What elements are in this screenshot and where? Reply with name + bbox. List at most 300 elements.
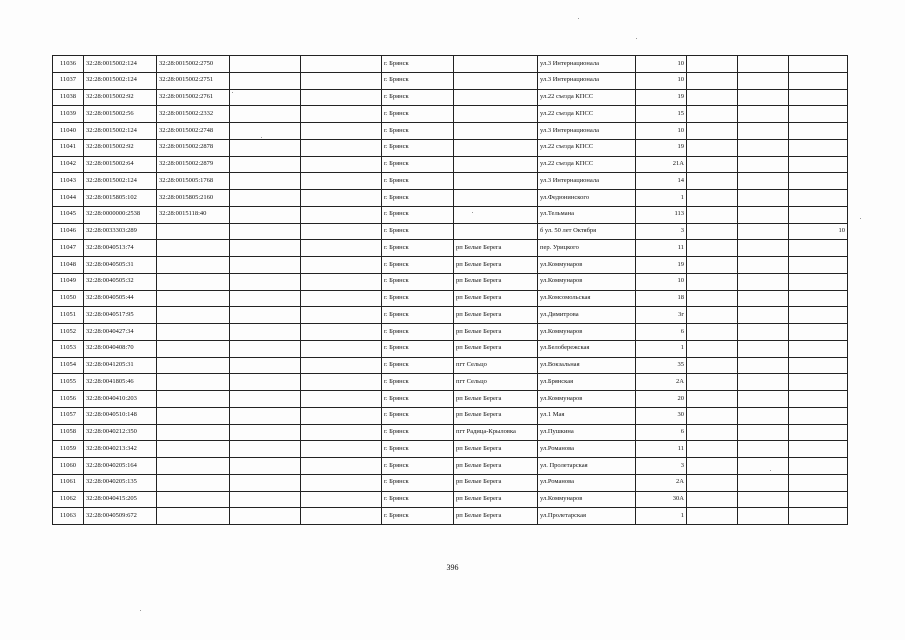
city-cell: г. Брянск xyxy=(382,223,454,240)
empty-cell xyxy=(738,273,789,290)
empty-cell xyxy=(687,441,738,458)
city-cell: г. Брянск xyxy=(382,491,454,508)
cadastral-number-2: 32:28:0015002:2748 xyxy=(157,123,230,140)
settlement-cell: рп Белые Берега xyxy=(454,491,538,508)
house-cell: 1 xyxy=(636,340,687,357)
table-row xyxy=(53,407,848,424)
street-cell: ул.Романова xyxy=(538,474,636,491)
cadastral-number: 32:28:0015002:124 xyxy=(84,56,157,73)
extra-cell xyxy=(789,273,848,290)
table-row xyxy=(53,173,848,190)
cadastral-number-2 xyxy=(157,474,230,491)
empty-cell xyxy=(687,240,738,257)
street-cell: ул.Тельмана xyxy=(538,206,636,223)
empty-cell xyxy=(230,407,301,424)
empty-cell xyxy=(301,324,382,341)
cadastral-number: 32:28:0040513:74 xyxy=(84,240,157,257)
empty-cell xyxy=(687,223,738,240)
city-cell: г. Брянск xyxy=(382,190,454,207)
empty-cell xyxy=(301,123,382,140)
empty-cell xyxy=(230,89,301,106)
empty-cell xyxy=(230,307,301,324)
settlement-cell: рп Белые Берега xyxy=(454,324,538,341)
extra-cell xyxy=(789,206,848,223)
street-cell: ул.3 Интернационала xyxy=(538,56,636,73)
house-cell: 10 xyxy=(636,273,687,290)
settlement-cell: рп Белые Берега xyxy=(454,391,538,408)
city-cell: г. Брянск xyxy=(382,307,454,324)
cadastral-number: 32:28:0015002:92 xyxy=(84,139,157,156)
settlement-cell: рп Белые Берега xyxy=(454,240,538,257)
empty-cell xyxy=(230,190,301,207)
extra-cell xyxy=(789,106,848,123)
settlement-cell xyxy=(454,173,538,190)
cadastral-number: 32:28:0040427:34 xyxy=(84,324,157,341)
house-cell: 3 xyxy=(636,458,687,475)
empty-cell xyxy=(301,508,382,525)
empty-cell xyxy=(687,106,738,123)
street-cell: ул.Белобережская xyxy=(538,340,636,357)
city-cell: г. Брянск xyxy=(382,458,454,475)
table-row xyxy=(53,474,848,491)
row-number: 11061 xyxy=(53,474,84,491)
settlement-cell: рп Белые Берега xyxy=(454,273,538,290)
street-cell: ул.3 Интернационала xyxy=(538,173,636,190)
extra-cell xyxy=(789,290,848,307)
settlement-cell xyxy=(454,156,538,173)
empty-cell xyxy=(687,139,738,156)
empty-cell xyxy=(230,56,301,73)
city-cell: г. Брянск xyxy=(382,357,454,374)
settlement-cell xyxy=(454,139,538,156)
empty-cell xyxy=(687,340,738,357)
empty-cell xyxy=(230,223,301,240)
table-row xyxy=(53,89,848,106)
street-cell: ул.Комсомольская xyxy=(538,290,636,307)
empty-cell xyxy=(301,106,382,123)
city-cell: г. Брянск xyxy=(382,340,454,357)
street-cell: ул.22 съезда КПСС xyxy=(538,106,636,123)
empty-cell xyxy=(301,56,382,73)
empty-cell xyxy=(738,340,789,357)
empty-cell xyxy=(738,474,789,491)
empty-cell xyxy=(738,491,789,508)
empty-cell xyxy=(301,240,382,257)
empty-cell xyxy=(230,139,301,156)
house-cell: 2А xyxy=(636,474,687,491)
empty-cell xyxy=(230,257,301,274)
settlement-cell: пгт Сельцо xyxy=(454,374,538,391)
empty-cell xyxy=(738,240,789,257)
house-cell: 3г xyxy=(636,307,687,324)
table-row xyxy=(53,206,848,223)
empty-cell xyxy=(230,290,301,307)
cadastral-number-2 xyxy=(157,324,230,341)
table-row xyxy=(53,391,848,408)
empty-cell xyxy=(230,374,301,391)
cadastral-number-2 xyxy=(157,491,230,508)
street-cell: ул.3 Интернационала xyxy=(538,72,636,89)
empty-cell xyxy=(738,424,789,441)
cadastral-number: 32:28:0040408:70 xyxy=(84,340,157,357)
row-number: 11058 xyxy=(53,424,84,441)
street-cell: ул.22 съезда КПСС xyxy=(538,156,636,173)
table-row xyxy=(53,508,848,525)
house-cell: 11 xyxy=(636,240,687,257)
empty-cell xyxy=(738,407,789,424)
cadastral-number: 32:28:0040205:164 xyxy=(84,458,157,475)
empty-cell xyxy=(230,106,301,123)
house-cell: 18 xyxy=(636,290,687,307)
cadastral-number-2: 32:28:0015002:2332 xyxy=(157,106,230,123)
settlement-cell: рп Белые Берега xyxy=(454,458,538,475)
cadastral-number-2 xyxy=(157,374,230,391)
empty-cell xyxy=(230,391,301,408)
row-number: 11036 xyxy=(53,56,84,73)
settlement-cell: рп Белые Берега xyxy=(454,307,538,324)
row-number: 11047 xyxy=(53,240,84,257)
table-row xyxy=(53,458,848,475)
empty-cell xyxy=(230,173,301,190)
cadastral-number-2: 32:28:0015005:1768 xyxy=(157,173,230,190)
row-number: 11039 xyxy=(53,106,84,123)
cadastral-number-2 xyxy=(157,508,230,525)
table-row xyxy=(53,190,848,207)
table-row xyxy=(53,257,848,274)
empty-cell xyxy=(230,123,301,140)
empty-cell xyxy=(687,357,738,374)
empty-cell xyxy=(301,441,382,458)
row-number: 11044 xyxy=(53,190,84,207)
city-cell: г. Брянск xyxy=(382,391,454,408)
table-row xyxy=(53,290,848,307)
table-row xyxy=(53,106,848,123)
city-cell: г. Брянск xyxy=(382,508,454,525)
settlement-cell: рп Белые Берега xyxy=(454,290,538,307)
empty-cell xyxy=(687,508,738,525)
extra-cell xyxy=(789,240,848,257)
house-cell: 6 xyxy=(636,424,687,441)
row-number: 11045 xyxy=(53,206,84,223)
empty-cell xyxy=(230,72,301,89)
empty-cell xyxy=(301,190,382,207)
cadastral-number-2 xyxy=(157,441,230,458)
cadastral-number-2 xyxy=(157,307,230,324)
table-row xyxy=(53,340,848,357)
empty-cell xyxy=(301,223,382,240)
table-row xyxy=(53,156,848,173)
settlement-cell: рп Белые Берега xyxy=(454,407,538,424)
cadastral-number: 32:28:0040509:672 xyxy=(84,508,157,525)
street-cell: ул.Пролетарская xyxy=(538,508,636,525)
extra-cell xyxy=(789,72,848,89)
empty-cell xyxy=(230,324,301,341)
city-cell: г. Брянск xyxy=(382,441,454,458)
extra-cell: 10 xyxy=(789,223,848,240)
city-cell: г. Брянск xyxy=(382,206,454,223)
extra-cell xyxy=(789,123,848,140)
empty-cell xyxy=(230,156,301,173)
empty-cell xyxy=(230,491,301,508)
empty-cell xyxy=(301,357,382,374)
empty-cell xyxy=(230,340,301,357)
cadastral-number: 32:28:0015002:124 xyxy=(84,123,157,140)
table-row xyxy=(53,491,848,508)
street-cell: ул.Коммунаров xyxy=(538,324,636,341)
cadastral-number-2: 32:28:0015805:2160 xyxy=(157,190,230,207)
empty-cell xyxy=(301,206,382,223)
street-cell: пер. Урицкого xyxy=(538,240,636,257)
empty-cell xyxy=(301,391,382,408)
table-row xyxy=(53,307,848,324)
house-cell: 30 xyxy=(636,407,687,424)
row-number: 11056 xyxy=(53,391,84,408)
house-cell: 3 xyxy=(636,223,687,240)
empty-cell xyxy=(301,257,382,274)
street-cell: ул.Вокзальная xyxy=(538,357,636,374)
city-cell: г. Брянск xyxy=(382,173,454,190)
city-cell: г. Брянск xyxy=(382,257,454,274)
table-row xyxy=(53,273,848,290)
extra-cell xyxy=(789,458,848,475)
empty-cell xyxy=(301,290,382,307)
house-cell: 19 xyxy=(636,89,687,106)
street-cell: ул. Пролетарская xyxy=(538,458,636,475)
empty-cell xyxy=(687,206,738,223)
settlement-cell xyxy=(454,106,538,123)
empty-cell xyxy=(230,474,301,491)
table-row xyxy=(53,223,848,240)
street-cell: ул.Коммунаров xyxy=(538,273,636,290)
house-cell: 10 xyxy=(636,56,687,73)
empty-cell xyxy=(301,407,382,424)
settlement-cell: рп Белые Берега xyxy=(454,257,538,274)
extra-cell xyxy=(789,257,848,274)
cadastral-number: 32:28:0040517:95 xyxy=(84,307,157,324)
empty-cell xyxy=(738,357,789,374)
city-cell: г. Брянск xyxy=(382,156,454,173)
cadastral-number: 32:28:0015002:92 xyxy=(84,89,157,106)
empty-cell xyxy=(738,307,789,324)
street-cell: ул.Коммунаров xyxy=(538,491,636,508)
cadastral-number: 32:28:0015002:64 xyxy=(84,156,157,173)
table-row xyxy=(53,123,848,140)
table-row xyxy=(53,441,848,458)
empty-cell xyxy=(687,458,738,475)
empty-cell xyxy=(738,391,789,408)
empty-cell xyxy=(301,374,382,391)
city-cell: г. Брянск xyxy=(382,123,454,140)
city-cell: г. Брянск xyxy=(382,56,454,73)
empty-cell xyxy=(687,190,738,207)
street-cell: ул.Федюнинского xyxy=(538,190,636,207)
empty-cell xyxy=(738,441,789,458)
city-cell: г. Брянск xyxy=(382,324,454,341)
cadastral-number-2: 32:28:0015002:2879 xyxy=(157,156,230,173)
empty-cell xyxy=(687,424,738,441)
city-cell: г. Брянск xyxy=(382,106,454,123)
empty-cell xyxy=(738,173,789,190)
extra-cell xyxy=(789,139,848,156)
row-number: 11046 xyxy=(53,223,84,240)
house-cell: 14 xyxy=(636,173,687,190)
empty-cell xyxy=(301,156,382,173)
street-cell: ул.Коммунаров xyxy=(538,257,636,274)
cadastral-number: 32:28:0015002:56 xyxy=(84,106,157,123)
row-number: 11062 xyxy=(53,491,84,508)
house-cell: 21А xyxy=(636,156,687,173)
settlement-cell: рп Белые Берега xyxy=(454,441,538,458)
empty-cell xyxy=(687,156,738,173)
page-number: 396 xyxy=(446,563,459,572)
city-cell: г. Брянск xyxy=(382,407,454,424)
empty-cell xyxy=(687,407,738,424)
cadastral-number: 32:28:0015805:102 xyxy=(84,190,157,207)
empty-cell xyxy=(738,106,789,123)
row-number: 11060 xyxy=(53,458,84,475)
empty-cell xyxy=(687,56,738,73)
row-number: 11053 xyxy=(53,340,84,357)
cadastral-number: 32:28:0040505:31 xyxy=(84,257,157,274)
empty-cell xyxy=(687,491,738,508)
empty-cell xyxy=(230,273,301,290)
extra-cell xyxy=(789,89,848,106)
city-cell: г. Брянск xyxy=(382,89,454,106)
empty-cell xyxy=(687,273,738,290)
street-cell: ул.1 Мая xyxy=(538,407,636,424)
empty-cell xyxy=(687,374,738,391)
cadastral-number: 32:28:0040205:135 xyxy=(84,474,157,491)
row-number: 11049 xyxy=(53,273,84,290)
city-cell: г. Брянск xyxy=(382,72,454,89)
settlement-cell xyxy=(454,56,538,73)
empty-cell xyxy=(738,156,789,173)
empty-cell xyxy=(687,290,738,307)
extra-cell xyxy=(789,441,848,458)
empty-cell xyxy=(301,72,382,89)
extra-cell xyxy=(789,407,848,424)
empty-cell xyxy=(687,173,738,190)
table-row xyxy=(53,139,848,156)
cadastral-number: 32:28:0040212:350 xyxy=(84,424,157,441)
empty-cell xyxy=(687,257,738,274)
empty-cell xyxy=(230,206,301,223)
cadastral-number: 32:28:0033303:289 xyxy=(84,223,157,240)
empty-cell xyxy=(687,324,738,341)
row-number: 11050 xyxy=(53,290,84,307)
row-number: 11041 xyxy=(53,139,84,156)
cadastral-number-2: 32:28:0015002:2878 xyxy=(157,139,230,156)
empty-cell xyxy=(738,374,789,391)
cadastral-number: 32:28:0040505:32 xyxy=(84,273,157,290)
empty-cell xyxy=(687,307,738,324)
extra-cell xyxy=(789,156,848,173)
settlement-cell: пгт Радица-Крыловка xyxy=(454,424,538,441)
row-number: 11063 xyxy=(53,508,84,525)
extra-cell xyxy=(789,56,848,73)
street-cell: б ул. 50 лет Октября xyxy=(538,223,636,240)
empty-cell xyxy=(738,257,789,274)
settlement-cell xyxy=(454,206,538,223)
empty-cell xyxy=(738,89,789,106)
cadastral-number-2 xyxy=(157,391,230,408)
empty-cell xyxy=(738,223,789,240)
settlement-cell xyxy=(454,89,538,106)
table-body xyxy=(53,56,848,525)
city-cell: г. Брянск xyxy=(382,474,454,491)
settlement-cell xyxy=(454,123,538,140)
table-row xyxy=(53,72,848,89)
empty-cell xyxy=(687,474,738,491)
row-number: 11037 xyxy=(53,72,84,89)
cadastral-number: 32:28:0040213:342 xyxy=(84,441,157,458)
empty-cell xyxy=(301,307,382,324)
settlement-cell: рп Белые Берега xyxy=(454,340,538,357)
empty-cell xyxy=(301,424,382,441)
empty-cell xyxy=(301,474,382,491)
extra-cell xyxy=(789,391,848,408)
street-cell: ул.Димитрова xyxy=(538,307,636,324)
cadastral-number: 32:28:0041805:46 xyxy=(84,374,157,391)
empty-cell xyxy=(230,357,301,374)
extra-cell xyxy=(789,491,848,508)
table-row xyxy=(53,324,848,341)
house-cell: 1 xyxy=(636,190,687,207)
row-number: 11054 xyxy=(53,357,84,374)
cadastral-number: 32:28:0040415:205 xyxy=(84,491,157,508)
house-cell: 6 xyxy=(636,324,687,341)
empty-cell xyxy=(687,123,738,140)
extra-cell xyxy=(789,374,848,391)
house-cell: 20 xyxy=(636,391,687,408)
empty-cell xyxy=(738,508,789,525)
extra-cell xyxy=(789,324,848,341)
empty-cell xyxy=(738,139,789,156)
row-number: 11043 xyxy=(53,173,84,190)
house-cell: 11 xyxy=(636,441,687,458)
cadastral-number-2 xyxy=(157,290,230,307)
cadastral-number-2 xyxy=(157,407,230,424)
house-cell: 2А xyxy=(636,374,687,391)
extra-cell xyxy=(789,307,848,324)
settlement-cell xyxy=(454,72,538,89)
cadastral-number: 32:28:0040410:203 xyxy=(84,391,157,408)
empty-cell xyxy=(301,89,382,106)
row-number: 11055 xyxy=(53,374,84,391)
row-number: 11042 xyxy=(53,156,84,173)
cadastral-number-2: 32:28:0015002:2750 xyxy=(157,56,230,73)
house-cell: 1 xyxy=(636,508,687,525)
street-cell: ул.22 съезда КПСС xyxy=(538,89,636,106)
row-number: 11040 xyxy=(53,123,84,140)
street-cell: ул.Романова xyxy=(538,441,636,458)
street-cell: ул.Коммунаров xyxy=(538,391,636,408)
empty-cell xyxy=(738,72,789,89)
house-cell: 113 xyxy=(636,206,687,223)
city-cell: г. Брянск xyxy=(382,290,454,307)
cadastral-number-2 xyxy=(157,223,230,240)
house-cell: 30А xyxy=(636,491,687,508)
house-cell: 15 xyxy=(636,106,687,123)
street-cell: ул.3 Интернационала xyxy=(538,123,636,140)
city-cell: г. Брянск xyxy=(382,424,454,441)
cadastral-number-2: 32:28:0015118:40 xyxy=(157,206,230,223)
table-row xyxy=(53,424,848,441)
table-row xyxy=(53,56,848,73)
house-cell: 19 xyxy=(636,139,687,156)
empty-cell xyxy=(687,72,738,89)
table-row xyxy=(53,374,848,391)
